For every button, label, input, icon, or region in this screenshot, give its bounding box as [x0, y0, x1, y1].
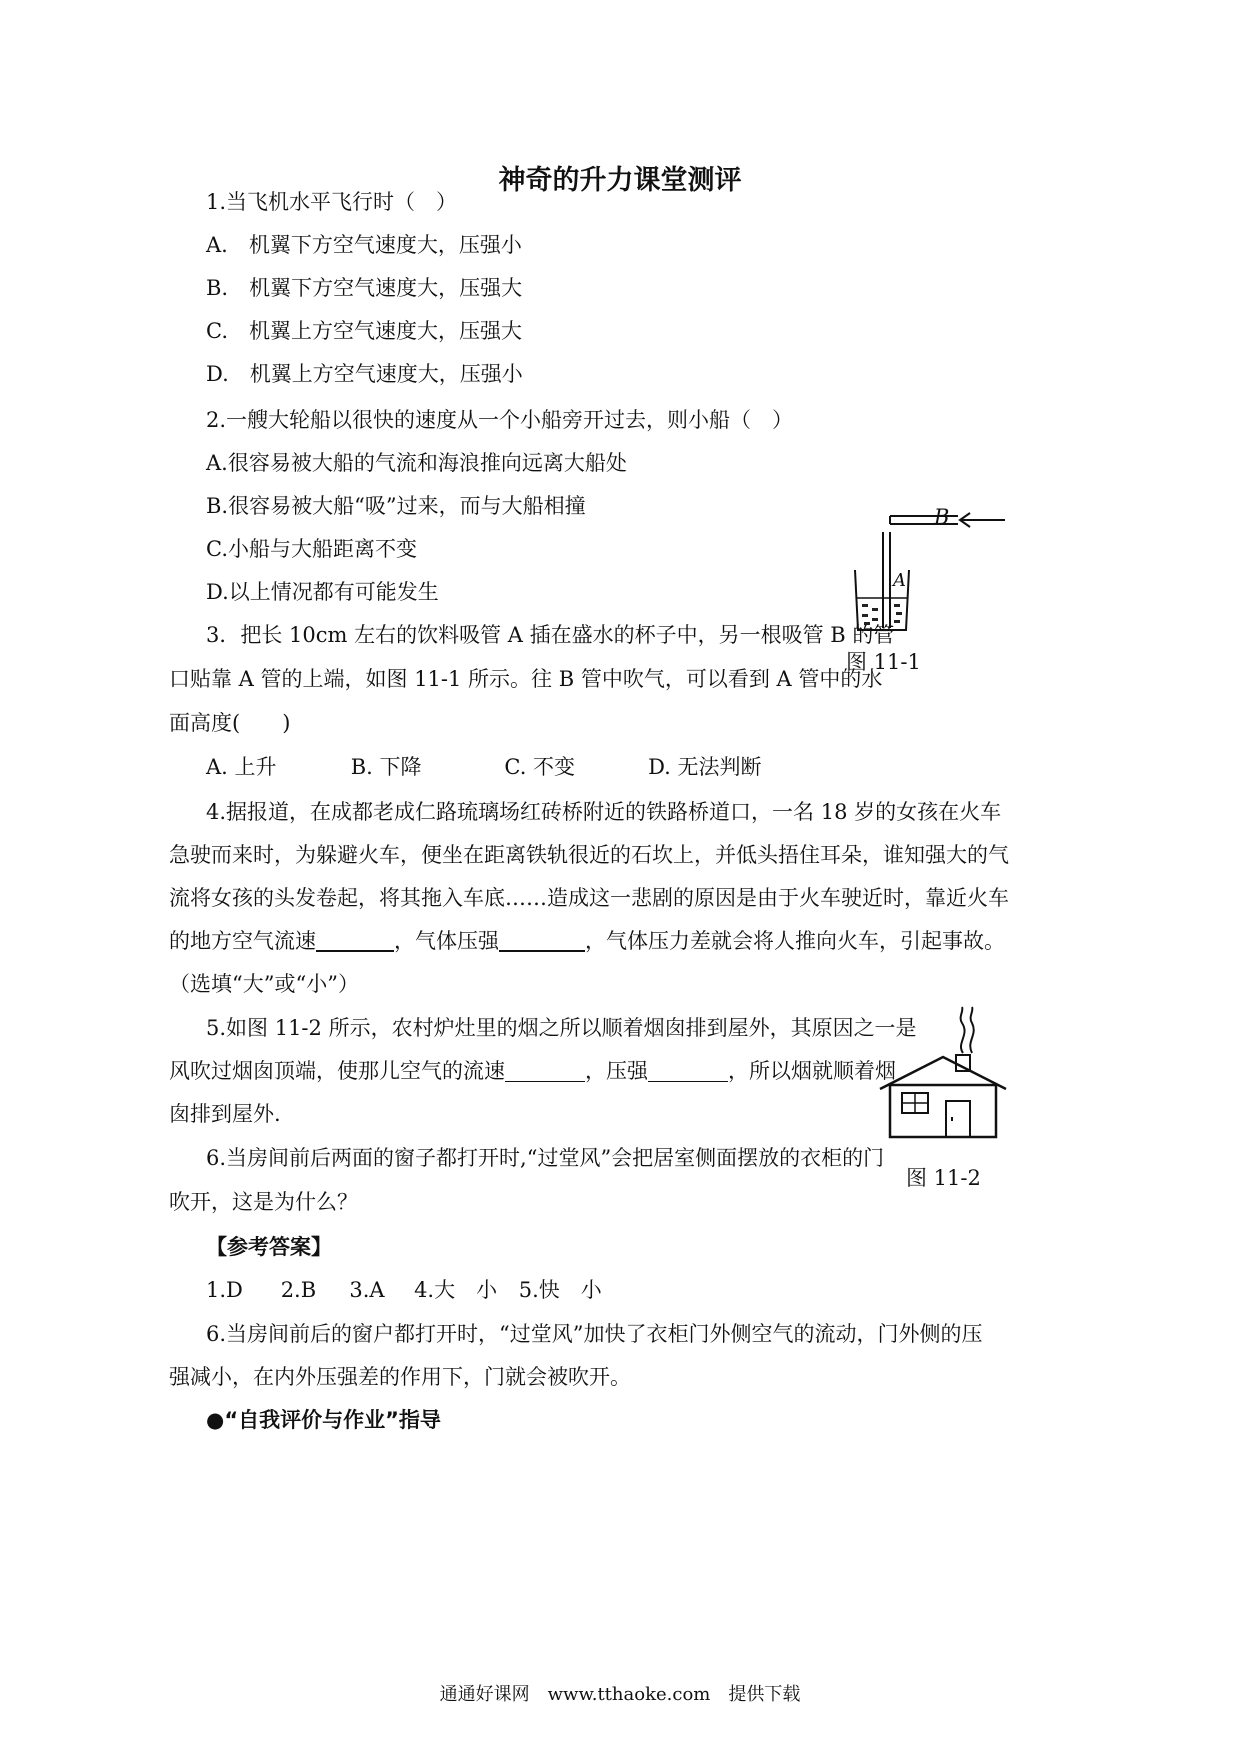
- answer-5: 5.快 小: [518, 1278, 602, 1302]
- answers-line-2: 6.当房间前后的窗户都打开时，“过堂风”加快了衣柜门外侧空气的流动，门外侧的压: [206, 1322, 983, 1346]
- answer-3: 3.A: [349, 1278, 385, 1302]
- figure-house-chimney: [878, 1005, 1008, 1147]
- answers-line-1: [206, 1275, 602, 1305]
- figure-11-2-caption: 图 11-2: [906, 1166, 981, 1190]
- figure-label-b: B: [934, 505, 950, 529]
- q5-blank-1[interactable]: [505, 1059, 585, 1082]
- q4-blank-1[interactable]: [316, 928, 394, 952]
- answer-1: 1.D: [206, 1278, 243, 1302]
- q4-line-1: 4.据报道，在成都老成仁路琉璃场红砖桥附近的铁路桥道口，一名 18 岁的女孩在火车: [206, 800, 1002, 824]
- q3-option-d: D. 无法判断: [648, 755, 762, 779]
- q3-line-3: 面高度( ): [169, 711, 291, 735]
- q1-option-a: A. 机翼下方空气速度大，压强小: [206, 233, 522, 257]
- q1-option-c: C. 机翼上方空气速度大，压强大: [206, 319, 522, 343]
- figure-label-a: A: [893, 570, 906, 591]
- q3-option-c: C. 不变: [504, 755, 576, 779]
- q3-options: [206, 752, 762, 782]
- q5-line-3: 囱排到屋外.: [169, 1102, 281, 1126]
- q2-option-c: C.小船与大船距离不变: [206, 537, 417, 561]
- q5-line-2: [169, 1056, 896, 1086]
- q5-blank-2[interactable]: [648, 1059, 728, 1082]
- q2-option-a: A.很容易被大船的气流和海浪推向远离大船处: [206, 451, 627, 475]
- page-footer: 通通好课网 www.tthaoke.com 提供下载: [439, 1684, 801, 1705]
- q4-line-4: [169, 926, 1005, 956]
- q5-text-b: ，压强: [585, 1059, 648, 1083]
- answers-heading: 【参考答案】: [206, 1235, 332, 1259]
- q4-blank-2[interactable]: [499, 928, 585, 952]
- guide-heading: ●“自我评价与作业”指导: [206, 1408, 441, 1432]
- q3-line-2: 口贴靠 A 管的上端，如图 11-1 所示。往 B 管中吹气，可以看到 A 管中的水: [169, 667, 883, 691]
- q1-option-d: D. 机翼上方空气速度大，压强小: [206, 362, 523, 386]
- q4-note: （选填“大”或“小”）: [169, 972, 359, 996]
- q6-line-1: 6.当房间前后两面的窗子都打开时,“过堂风”会把居室侧面摆放的衣柜的门: [206, 1146, 885, 1170]
- q3-option-b: B. 下降: [350, 755, 422, 779]
- figure-11-1-caption: 图 11-1: [846, 650, 921, 674]
- q4-text-a: 的地方空气流速: [169, 929, 316, 953]
- figure-straw-cup: [850, 500, 1010, 635]
- q4-line-3: 流将女孩的头发卷起，将其拖入车底……造成这一悲剧的原因是由于火车驶近时，靠近火车: [169, 886, 1009, 910]
- q4-text-c: ，气体压力差就会将人推向火车，引起事故。: [585, 929, 1005, 953]
- q1-option-b: B. 机翼下方空气速度大，压强大: [206, 276, 523, 300]
- q4-text-b: ，气体压强: [394, 929, 499, 953]
- q3-line-1: 3．把长 10cm 左右的饮料吸管 A 插在盛水的杯子中，另一根吸管 B 的管: [206, 623, 895, 647]
- answers-line-3: 强减小，在内外压强差的作用下，门就会被吹开。: [169, 1365, 631, 1389]
- q2-stem: 2.一艘大轮船以很快的速度从一个小船旁开过去，则小船（ ）: [206, 408, 794, 432]
- q2-option-d: D.以上情况都有可能发生: [206, 580, 439, 604]
- page-title: 神奇的升力课堂测评: [498, 165, 742, 196]
- answer-2: 2.B: [280, 1278, 317, 1302]
- q5-text-a: 风吹过烟囱顶端，使那儿空气的流速: [169, 1059, 505, 1083]
- q4-line-2: 急驶而来时，为躲避火车，便坐在距离铁轨很近的石坎上，并低头捂住耳朵，谁知强大的气: [169, 843, 1009, 867]
- q2-option-b: B.很容易被大船“吸”过来，而与大船相撞: [206, 494, 586, 518]
- q6-line-2: 吹开，这是为什么？: [169, 1190, 358, 1214]
- q3-option-a: A. 上升: [206, 755, 277, 779]
- q5-line-1: 5.如图 11-2 所示，农村炉灶里的烟之所以顺着烟囱排到屋外，其原因之一是: [206, 1016, 917, 1040]
- answer-4: 4.大 小: [414, 1278, 498, 1302]
- q1-stem: 1.当飞机水平飞行时（ ）: [206, 190, 458, 214]
- q5-text-c: ，所以烟就顺着烟: [728, 1059, 896, 1083]
